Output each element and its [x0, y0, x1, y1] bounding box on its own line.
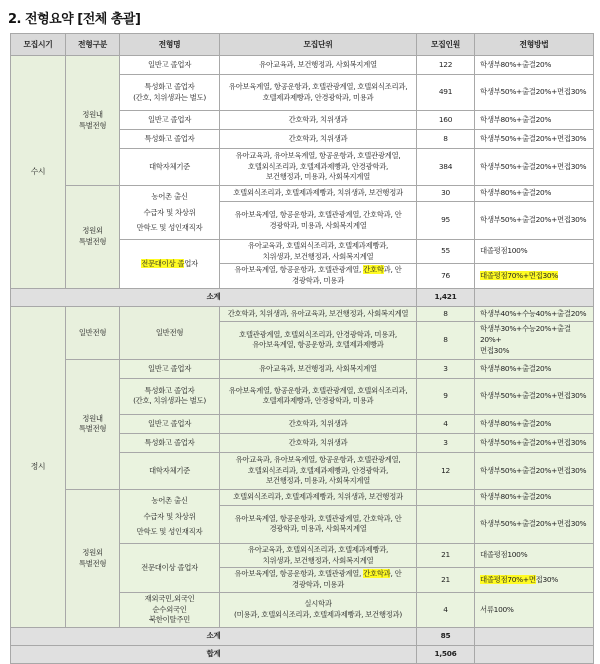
unit-text: 호텔관광계열, 호텔외식조리과, 안경광학과, 미용과, 유아보육계열, 항공운항과, 호텔제과제빵과: [239, 329, 397, 350]
unit-text: 유아교육과, 유아보육계열, 항공운항과, 호텔관광계열, 호텔외식조리과, 호텔제과제빵과, 안경광학과, 보건행정과, 미용과, 사회복지계열: [235, 150, 401, 182]
total-label: 합계: [11, 646, 417, 664]
count-cell: 8: [417, 130, 475, 149]
header-name: 전형명: [120, 34, 220, 56]
type-in: [66, 359, 120, 489]
header-count: 모집인원: [417, 34, 475, 56]
method-cell: 서류100%: [475, 592, 594, 627]
subtotal-count: 85: [417, 628, 475, 646]
name-ilban: 일반전형: [120, 306, 220, 359]
unit-cell: [220, 202, 417, 240]
count-cell: 4: [417, 414, 475, 433]
subtotal-empty: [475, 628, 594, 646]
count-cell: 9: [417, 378, 475, 414]
type-general: 일반전형: [66, 306, 120, 359]
unit-cell: [220, 75, 417, 111]
unit-text-b: , 안 경광학과, 미용과: [292, 569, 402, 590]
count-cell: 4: [417, 592, 475, 627]
total-empty: [475, 646, 594, 664]
method-cell: 학생부50%+출결20%+면접30%: [475, 130, 594, 149]
method-cell: 학생부50%+출결20%+면접30%: [475, 202, 594, 240]
name-nongeo: [120, 186, 220, 240]
count-cell: 8: [417, 306, 475, 321]
name-jeonmun-hl: 졸: [177, 258, 185, 268]
method-cell: 학생부80%+출결20%: [475, 56, 594, 75]
count-cell: 384: [417, 149, 475, 186]
count-cell: 122: [417, 56, 475, 75]
name-nongeo-label: 농어촌 출신 수급자 및 차상위 만학도 및 성인재직자: [136, 192, 203, 233]
table-row: [11, 359, 594, 378]
name-nongeo-label: 농어촌 출신 수급자 및 차상위 만학도 및 성인재직자: [136, 496, 203, 537]
unit-cell: [220, 592, 417, 627]
name-jeonmun-highlight: [141, 259, 184, 268]
table-row: [11, 306, 594, 321]
unit-cell: 호텔외식조리과, 호텔제과제빵과, 치위생과, 보건행정과: [220, 186, 417, 202]
unit-text-b: 과, 안 경광학과, 미용과: [292, 265, 402, 286]
header-type: 전형구분: [66, 34, 120, 56]
name-teuksung-hs-label: 특성화고 졸업자 (간호, 치위생과는 별도): [133, 81, 206, 102]
subtotal-label: 소계: [11, 288, 417, 306]
method-cell: 학생부80%+출결20%: [475, 359, 594, 378]
name-ilban-hs: 일반고 졸업자: [120, 111, 220, 130]
unit-text: 유아교육과, 호텔외식조리과, 호텔제과제빵과, 치위생과, 보건행정과, 사회복지계열: [247, 241, 389, 261]
subtotal-count: 1,421: [417, 288, 475, 306]
count-cell: 3: [417, 359, 475, 378]
method-cell: 학생부80%+출결20%: [475, 186, 594, 202]
type-out: [66, 186, 120, 289]
unit-cell: [220, 321, 417, 359]
method-highlight: 대졸평점70%+면: [480, 574, 536, 584]
unit-cell: 간호학과, 치위생과: [220, 433, 417, 452]
type-out-label: 정원외 특별전형: [78, 547, 107, 568]
name-teuksung-hs: [120, 75, 220, 111]
admission-summary-table: [10, 33, 594, 664]
unit-text-a: 유아보육계열, 항공운항과, 호텔관광계열,: [234, 569, 364, 579]
name-ilban-hs: 일반고 졸업자: [120, 414, 220, 433]
type-in: [66, 56, 120, 186]
count-cell: 491: [417, 75, 475, 111]
unit-cell: 간호학과, 치위생과: [220, 130, 417, 149]
count-cell: 12: [417, 452, 475, 489]
unit-text: 유아교육과, 유아보육계열, 항공운항과, 호텔관광계열, 호텔외식조리과, 호텔제과제빵과, 안경광학과, 보건행정과, 미용과, 사회복지계열: [235, 454, 401, 486]
name-jeonmun-pre: 전문대이상: [141, 258, 178, 268]
method-cell: [475, 264, 594, 288]
unit-text: 실시학과 (미용과, 호텔외식조리과, 호텔제과제빵과, 보건행정과): [234, 599, 402, 619]
unit-cell: 간호학과, 치위생과: [220, 111, 417, 130]
total-count: 1,506: [417, 646, 475, 664]
method-cell: 학생부50%+출결20%+면접30%: [475, 452, 594, 489]
name-teuksung-hs: 특성화고 졸업자: [120, 433, 220, 452]
name-ilban-hs: 일반고 졸업자: [120, 56, 220, 75]
count-cell: 95: [417, 202, 475, 240]
table-row: [11, 489, 594, 505]
method-cell: 학생부50%+출결20%+면접30%: [475, 149, 594, 186]
method-cell: 학생부50%+출결20%+면접30%: [475, 75, 594, 111]
unit-cell: [220, 149, 417, 186]
count-cell: 30: [417, 186, 475, 202]
method-cell: 학생부40%+수능40%+출결20%: [475, 306, 594, 321]
count-cell: 76: [417, 264, 475, 288]
unit-cell: [220, 505, 417, 543]
name-daehak: 대학자체기준: [120, 452, 220, 489]
name-teuksung-hs-label: 특성화고 졸업자 (간호, 치위생과는 별도): [133, 385, 206, 406]
unit-cell: [220, 543, 417, 567]
count-cell: 21: [417, 568, 475, 592]
unit-cell: [220, 264, 417, 288]
method-cell: 학생부50%+출결20%+면접30%: [475, 505, 594, 543]
unit-cell: 간호학과, 치위생과: [220, 414, 417, 433]
name-jeonmun-post: 업자: [184, 258, 198, 268]
name-nongeo: [120, 489, 220, 543]
unit-text: 유아보육계열, 항공운항과, 호텔관광계열, 호텔외식조리과, 호텔제과제빵과, 안경광학과, 미용과: [228, 385, 408, 406]
name-foreign-label: 재외국민,외국인 순수외국인 북한이탈주민: [144, 593, 195, 625]
unit-cell: [220, 452, 417, 489]
method-cell: [475, 321, 594, 359]
name-teuksung-hs: 특성화고 졸업자: [120, 130, 220, 149]
total-row: [11, 646, 594, 664]
subtotal-row: [11, 288, 594, 306]
method-cell: 학생부50%+출결20%+면접30%: [475, 378, 594, 414]
unit-cell: 유아교육과, 보건행정과, 사회복지계열: [220, 359, 417, 378]
count-cell: 55: [417, 240, 475, 264]
type-out-label: 정원외 특별전형: [78, 226, 107, 246]
name-jeonmun: [120, 240, 220, 289]
subtotal-label: 소계: [11, 628, 417, 646]
unit-cell: [220, 568, 417, 592]
header-row: [11, 34, 594, 56]
name-jeonmun: 전문대이상 졸업자: [120, 543, 220, 592]
period-susi: 수시: [11, 56, 66, 289]
unit-cell: 간호학과, 치위생과, 유아교육과, 보건행정과, 사회복지계열: [220, 306, 417, 321]
method-cell: 학생부80%+출결20%: [475, 414, 594, 433]
unit-cell: [220, 378, 417, 414]
count-cell: [417, 505, 475, 543]
name-foreign: [120, 592, 220, 627]
method-cell: 학생부80%+출결20%: [475, 111, 594, 130]
unit-text-a: 유아보육계열, 항공운항과, 호텔관광계열,: [234, 265, 364, 275]
count-cell: [417, 489, 475, 505]
type-in-label: 정원내 특별전형: [78, 109, 107, 130]
unit-text: 유아보육계열, 항공운항과, 호텔관광계열, 간호학과, 안 경광학과, 미용과, 사회복지계열: [234, 209, 402, 230]
page-title: 2. 전형요약 [전체 총괄]: [8, 12, 141, 27]
period-jeongsi: 정시: [11, 306, 66, 627]
subtotal-row: [11, 628, 594, 646]
type-out: [66, 489, 120, 627]
unit-cell: 호텔외식조리과, 호텔제과제빵과, 치위생과, 보건행정과: [220, 489, 417, 505]
unit-cell: 유아교육과, 보건행정과, 사회복지계열: [220, 56, 417, 75]
count-cell: 8: [417, 321, 475, 359]
unit-text: 유아보육계열, 항공운항과, 호텔관광계열, 호텔외식조리과, 호텔제과제빵과, 안경광학과, 미용과: [228, 81, 408, 102]
count-cell: 21: [417, 543, 475, 567]
unit-cell: [220, 240, 417, 264]
header-unit: 모집단위: [220, 34, 417, 56]
table-row: [11, 186, 594, 202]
table-row: [11, 56, 594, 75]
method-text-b: 접30%: [535, 574, 558, 584]
method-highlight: 대졸평점70%+면접30%: [480, 270, 558, 280]
unit-text-hl: 간호학: [363, 265, 384, 275]
name-daehak: 대학자체기준: [120, 149, 220, 186]
method-text: 학생부30%+수능20%+출결20%+ 면접30%: [480, 324, 571, 355]
subtotal-empty: [475, 288, 594, 306]
unit-text-hl: 간호학과: [363, 569, 391, 579]
name-teuksung-hs: [120, 378, 220, 414]
header-period: 모집시기: [11, 34, 66, 56]
count-cell: 160: [417, 111, 475, 130]
count-cell: 3: [417, 433, 475, 452]
method-cell: 학생부80%+출결20%: [475, 489, 594, 505]
type-in-label: 정원내 특별전형: [78, 413, 107, 434]
header-method: 전형방법: [475, 34, 594, 56]
method-cell: 대졸평점100%: [475, 543, 594, 567]
unit-text: 유아보육계열, 항공운항과, 호텔관광계열, 간호학과, 안 경광학과, 미용과, 사회복지계열: [234, 513, 402, 534]
method-cell: [475, 568, 594, 592]
name-ilban-hs: 일반고 졸업자: [120, 359, 220, 378]
method-cell: 대졸평점100%: [475, 240, 594, 264]
method-cell: 학생부50%+출결20%+면접30%: [475, 433, 594, 452]
unit-text: 유아교육과, 호텔외식조리과, 호텔제과제빵과, 치위생과, 보건행정과, 사회복지계열: [247, 544, 389, 565]
